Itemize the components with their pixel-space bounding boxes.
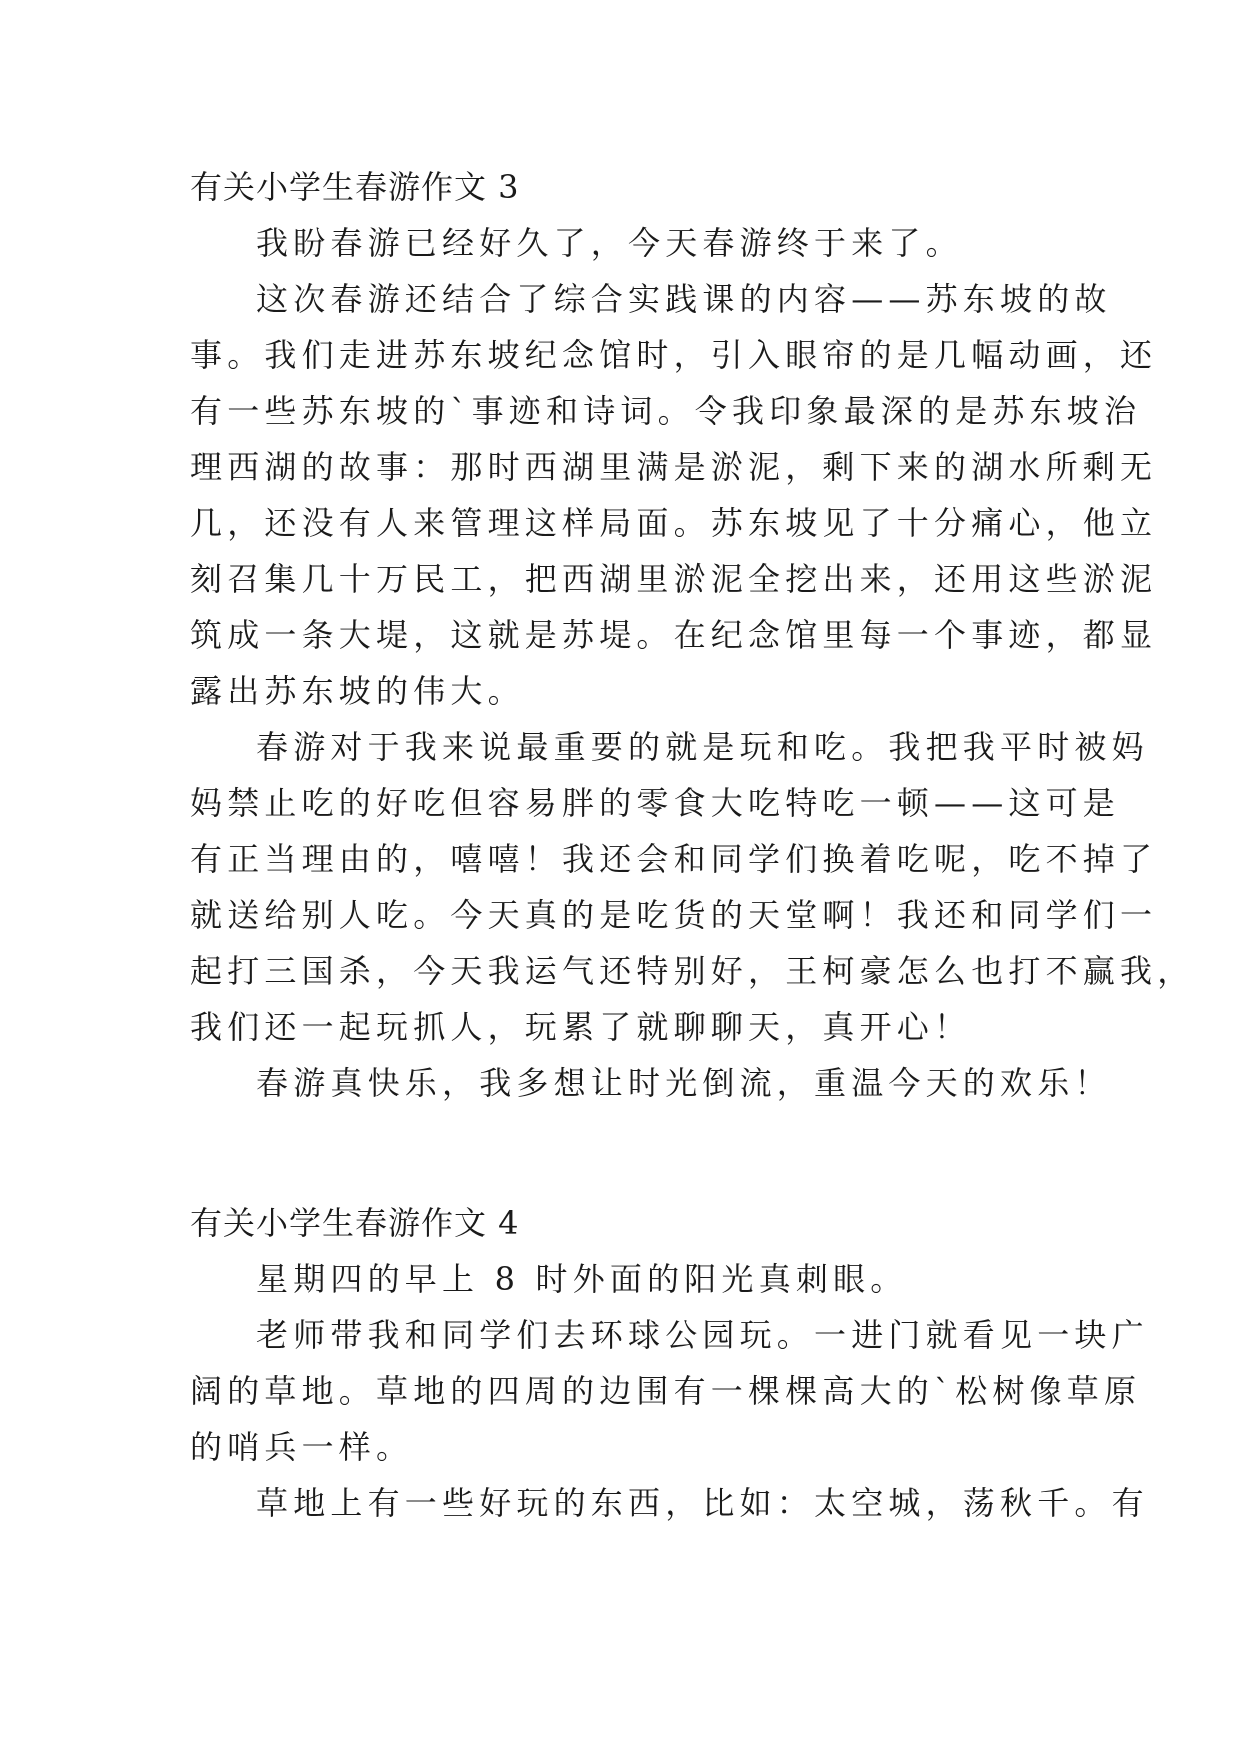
- paragraph-line: 就送给别人吃。今天真的是吃货的天堂啊！我还和同学们一: [190, 896, 1158, 934]
- paragraph-line: 春游真快乐，我多想让时光倒流，重温今天的欢乐！: [256, 1064, 1112, 1102]
- paragraph-line: 妈禁止吃的好吃但容易胖的零食大吃特吃一顿——这可是: [190, 784, 1121, 822]
- paragraph-line: 几，还没有人来管理这样局面。苏东坡见了十分痛心，他立: [190, 504, 1158, 542]
- paragraph-line: 春游对于我来说最重要的就是玩和吃。我把我平时被妈: [256, 728, 1149, 766]
- paragraph-line: 事。我们走进苏东坡纪念馆时，引入眼帘的是几幅动画，还: [190, 336, 1158, 374]
- paragraph-line: 理西湖的故事：那时西湖里满是淤泥，剩下来的湖水所剩无: [190, 448, 1158, 486]
- paragraph-line: 星期四的早上 8 时外面的阳光真刺眼。: [256, 1260, 908, 1298]
- essay-3-title: 有关小学生春游作文 3: [190, 168, 520, 206]
- paragraph-line: 露出苏东坡的伟大。: [190, 672, 525, 710]
- paragraph-line: 我们还一起玩抓人，玩累了就聊聊天，真开心！: [190, 1008, 972, 1046]
- paragraph-line: 阔的草地。草地的四周的边围有一棵棵高大的`松树像草原: [190, 1372, 1142, 1410]
- paragraph-line: 起打三国杀，今天我运气还特别好，王柯豪怎么也打不赢我，: [190, 952, 1195, 990]
- essay-4-title: 有关小学生春游作文 4: [190, 1204, 520, 1242]
- paragraph-line: 草地上有一些好玩的东西，比如：太空城，荡秋千。有: [256, 1484, 1149, 1522]
- paragraph-line: 的哨兵一样。: [190, 1428, 414, 1466]
- paragraph-line: 筑成一条大堤，这就是苏堤。在纪念馆里每一个事迹，都显: [190, 616, 1158, 654]
- paragraph-line: 这次春游还结合了综合实践课的内容——苏东坡的故: [256, 280, 1112, 318]
- paragraph-line: 刻召集几十万民工，把西湖里淤泥全挖出来，还用这些淤泥: [190, 560, 1158, 598]
- paragraph-line: 老师带我和同学们去环球公园玩。一进门就看见一块广: [256, 1316, 1149, 1354]
- paragraph-line: 我盼春游已经好久了，今天春游终于来了。: [256, 224, 963, 262]
- paragraph-line: 有正当理由的，嘻嘻！我还会和同学们换着吃呢，吃不掉了: [190, 840, 1158, 878]
- paragraph-line: 有一些苏东坡的`事迹和诗词。令我印象最深的是苏东坡治: [190, 392, 1142, 430]
